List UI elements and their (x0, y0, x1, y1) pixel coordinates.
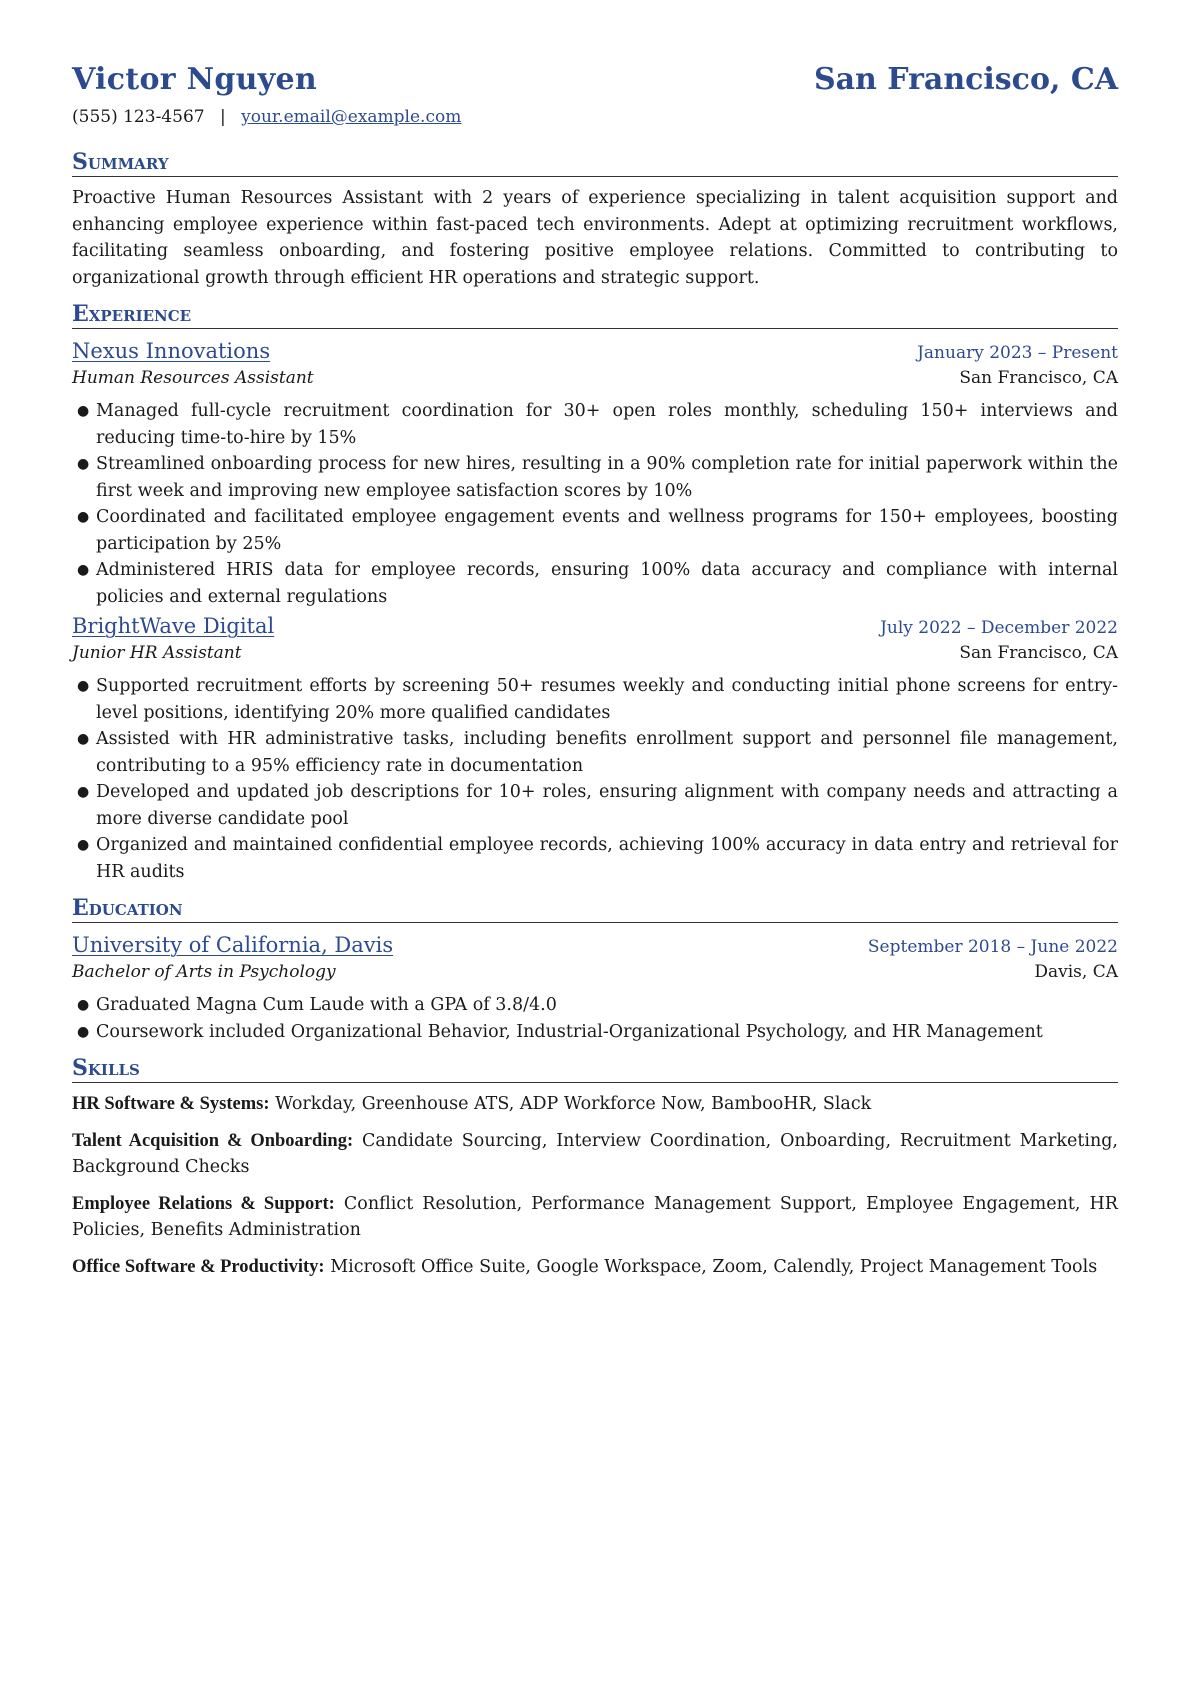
candidate-location: San Francisco, CA (813, 62, 1118, 97)
bullet-text: Developed and updated job descriptions for 10+ roles, ensuring alignment with company needs and attracting a more diverse candidate pool (96, 782, 1118, 829)
job-location: San Francisco, CA (959, 643, 1118, 663)
education-entry (72, 933, 1118, 1045)
bullet-text: Coordinated and facilitated employee engagement events and wellness programs for 150+ employees, boosting participation by 25% (96, 507, 1118, 554)
skill-category: Office Software & Productivity: (72, 1256, 325, 1277)
bullet-dot-icon: ● (77, 1023, 90, 1040)
employer-name: BrightWave Digital (72, 614, 275, 638)
skill-row (72, 1091, 1118, 1118)
skill-list: Workday, Greenhouse ATS, ADP Workforce Now, BambooHR, Slack (275, 1094, 872, 1114)
bullet-dot-icon: ● (77, 678, 90, 694)
skill-list: Microsoft Office Suite, Google Workspace, Zoom, Calendly, Project Management Tools (330, 1256, 1098, 1277)
bullet-text: Graduated Magna Cum Laude with a GPA of 3.8/4.0 (96, 995, 557, 1015)
employment-dates: January 2023 – Present (917, 343, 1118, 363)
candidate-name: Victor Nguyen (72, 62, 317, 97)
employment-dates: July 2022 – December 2022 (880, 618, 1118, 638)
bullet-list (72, 673, 1118, 885)
skill-row (72, 1191, 1118, 1244)
skill-list: Conflict Resolution, Performance Management Support, Employee Engagement, HR Policies, Benefits Administration (72, 1193, 1118, 1240)
experience-entry (72, 339, 1118, 610)
bullet-text: Organized and maintained confidential employee records, achieving 100% accuracy in data entry and retrieval for HR audits (96, 835, 1118, 882)
bullet-dot-icon: ● (77, 509, 90, 525)
degree: Bachelor of Arts in Psychology (72, 962, 336, 982)
bullet-item (77, 726, 1118, 779)
bullet-dot-icon: ● (77, 562, 90, 578)
bullet-item (77, 504, 1118, 557)
contact-line (72, 107, 1118, 127)
summary-text: Proactive Human Resources Assistant with 2 years of experience specializing in talent acquisition support and enhancing employee experience within fast-paced tech environments. Adept at optimizing recruitment workflows, facilitating seamless onboarding, and fostering positive employee relations. Committed to contributing to organizational growth through efficient HR operations and strategic support. (72, 188, 1118, 288)
bullet-item (77, 398, 1118, 451)
bullet-text: Assisted with HR administrative tasks, including benefits enrollment support and personnel file management, contributing to a 95% efficiency rate in documentation (96, 729, 1118, 776)
section-title-skills: Skills (72, 1055, 1118, 1083)
employer-name: Nexus Innovations (72, 339, 271, 363)
job-location: San Francisco, CA (959, 368, 1118, 388)
bullet-text: Managed full-cycle recruitment coordination for 30+ open roles monthly, scheduling 150+ interviews and reducing time-to-hire by 15% (96, 401, 1118, 448)
phone-number: (555) 123-4567 (72, 107, 205, 127)
education-dates: September 2018 – June 2022 (867, 937, 1118, 957)
skill-category: Talent Acquisition & Onboarding: (72, 1130, 354, 1151)
bullet-item (77, 832, 1118, 885)
school-location: Davis, CA (1034, 962, 1118, 982)
skill-list: Candidate Sourcing, Interview Coordination, Onboarding, Recruitment Marketing, Background Checks (72, 1130, 1118, 1177)
section-title-summary: Summary (72, 149, 1118, 177)
bullet-item (77, 673, 1118, 726)
section-title-experience: Experience (72, 301, 1118, 329)
skill-category: HR Software & Systems: (72, 1094, 270, 1114)
email-link[interactable]: your.email@example.com (241, 107, 462, 127)
bullet-dot-icon: ● (77, 731, 90, 747)
experience-entry (72, 614, 1118, 885)
bullet-item (77, 992, 1118, 1019)
skill-category: Employee Relations & Support: (72, 1193, 335, 1214)
bullet-item (77, 1019, 1118, 1046)
bullet-list (72, 398, 1118, 610)
bullet-list (72, 992, 1118, 1045)
school-name: University of California, Davis (72, 933, 394, 957)
bullet-text: Streamlined onboarding process for new hires, resulting in a 90% completion rate for initial paperwork within the first week and improving new employee satisfaction scores by 10% (96, 454, 1118, 501)
job-title: Junior HR Assistant (72, 643, 242, 663)
bullet-text: Coursework included Organizational Behavior, Industrial-Organizational Psychology, and HR Management (96, 1021, 1043, 1042)
bullet-text: Administered HRIS data for employee records, ensuring 100% data accuracy and compliance with internal policies and external regulations (96, 560, 1118, 607)
bullet-text: Supported recruitment efforts by screening 50+ resumes weekly and conducting initial phone screens for entry-level positions, identifying 20% more qualified candidates (96, 676, 1118, 723)
bullet-dot-icon: ● (77, 837, 90, 853)
bullet-dot-icon: ● (77, 997, 90, 1013)
resume-header (72, 62, 1118, 97)
bullet-item (77, 557, 1118, 610)
skill-row (72, 1128, 1118, 1181)
skill-row (72, 1254, 1118, 1281)
job-title: Human Resources Assistant (72, 368, 314, 388)
bullet-item (77, 451, 1118, 504)
bullet-dot-icon: ● (77, 784, 90, 800)
bullet-dot-icon: ● (77, 403, 90, 419)
bullet-item (77, 779, 1118, 832)
bullet-dot-icon: ● (77, 456, 90, 472)
section-title-education: Education (72, 895, 1118, 923)
contact-separator: | (219, 107, 226, 127)
